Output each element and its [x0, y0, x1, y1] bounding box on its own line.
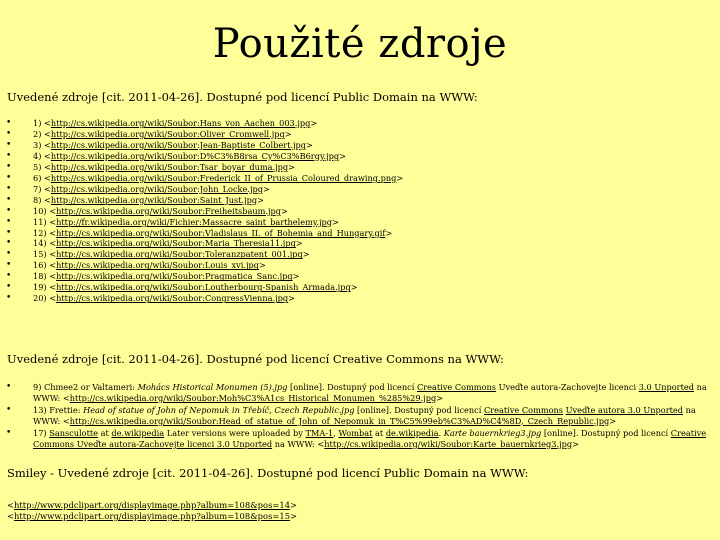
source-text: [online]. Dostupný pod licencí [541, 428, 671, 438]
source-link[interactable]: http://cs.wikipedia.org/wiki/Soubor:Oliver_Cromwell.jpg [50, 128, 285, 139]
source-link[interactable]: http://cs.wikipedia.org/wiki/Soubor:Pragmatica_Sanc.jpg [56, 271, 293, 282]
source-number: 14) [33, 238, 47, 249]
source-number: 7) [33, 183, 42, 194]
source-text: > [609, 415, 617, 426]
source-prefix: 13) Frettie: [33, 405, 84, 415]
source-number: 15) [33, 249, 47, 260]
public-domain-source-list [6, 118, 403, 304]
source-number: 20) [33, 293, 47, 304]
source-link[interactable]: http://cs.wikipedia.org/wiki/Soubor:Maria_Theresia11.jpg [56, 238, 296, 249]
source-link[interactable]: http://cs.wikipedia.org/wiki/Soubor:Head_of_statue_of_John_of_Nepomuk_in_T%C5%99eb%C3%AD%C4%8D,_Czech_Republic.jpg [69, 415, 610, 426]
list-item: • 18) <http://cs.wikipedia.org/wiki/Soubor:Pragmatica_Sanc.jpg> [6, 271, 403, 282]
source-prefix: 9) Chmee2 or Valtameri: [33, 382, 138, 392]
source-number: 12) [33, 227, 47, 238]
source-number: 16) [33, 260, 47, 271]
list-item: • 15) <http://cs.wikipedia.org/wiki/Soubor:Toleranzpatent_001.jpg> [6, 249, 403, 260]
list-item: • 14) <http://cs.wikipedia.org/wiki/Soubor:Maria_Theresia11.jpg> [6, 238, 403, 249]
source-text: at [372, 428, 386, 438]
source-link[interactable]: http://cs.wikipedia.org/wiki/Soubor:Freiheitsbaum.jpg [56, 205, 282, 216]
source-text: na WWW: < [33, 382, 707, 403]
source-number: 2) [33, 128, 42, 139]
source-number: 3) [33, 139, 42, 150]
public-domain-heading: Uvedené zdroje [cit. 2011-04-26]. Dostupné pod licencí Public Domain na WWW: [7, 90, 478, 104]
smiley-link[interactable]: http://www.pdclipart.org/displayimage.php?album=108&pos=15 [14, 511, 291, 521]
source-link[interactable]: http://cs.wikipedia.org/wiki/Soubor:John_Locke.jpg [50, 183, 263, 194]
list-item: • 6) <http://cs.wikipedia.org/wiki/Soubor:Frederick_II_of_Prussia_Coloured_drawing.png> [6, 173, 403, 184]
source-text: na WWW: < [272, 438, 325, 449]
source-link[interactable]: http://cs.wikipedia.org/wiki/Soubor:Saint_Just.jpg [50, 194, 258, 205]
author-link[interactable]: Wombat [338, 428, 373, 438]
source-link[interactable]: http://cs.wikipedia.org/wiki/Soubor:Louis_xvi.jpg [56, 260, 259, 271]
license-link[interactable]: Creative Commons [483, 405, 563, 415]
source-link[interactable]: http://cs.wikipedia.org/wiki/Soubor:Jean-Baptiste_Colbert.jpg [50, 139, 306, 150]
list-item: • 2) <http://cs.wikipedia.org/wiki/Soubor:Oliver_Cromwell.jpg> [6, 129, 403, 140]
author-link[interactable]: TMA-1 [305, 428, 334, 438]
source-text: > [572, 438, 579, 449]
smiley-heading: Smiley - Uvedené zdroje [cit. 2011-04-26]. Dostupné pod licencí Public Domain na WWW: [7, 466, 529, 480]
source-number: 5) [33, 161, 42, 172]
list-item [6, 405, 712, 426]
creative-commons-heading: Uvedené zdroje [cit. 2011-04-26]. Dostupné pod licencí Creative Commons na WWW: [7, 352, 504, 366]
smiley-link-row: <http://www.pdclipart.org/displayimage.php?album=108&pos=14> [7, 500, 298, 510]
work-title: Head of statue of John of Nepomuk in Třebíč, Czech Republic.jpg [83, 405, 355, 415]
license-version-link[interactable]: Uveďte autora 3.0 Unported [565, 405, 683, 415]
source-link[interactable]: http://cs.wikipedia.org/wiki/Soubor:Loutherbourg-Spanish_Armada.jpg [56, 282, 351, 293]
list-item: • 16) <http://cs.wikipedia.org/wiki/Soubor:Louis_xvi.jpg> [6, 260, 403, 271]
source-link[interactable]: http://cs.wikipedia.org/wiki/Soubor:Karte_bauernkrieg3.jpg [324, 438, 573, 449]
list-item: • 5) <http://cs.wikipedia.org/wiki/Soubor:Tsar_boyar_duma.jpg> [6, 162, 403, 173]
source-text: na WWW: < [33, 405, 696, 426]
list-item: • 20) <http://cs.wikipedia.org/wiki/Soubor:CongressVienna.jpg> [6, 293, 403, 304]
list-item: • 12) <http://cs.wikipedia.org/wiki/Soubor:Vladislaus_II._of_Bohemia_and_Hungary.gif> [6, 228, 403, 239]
source-link[interactable]: http://cs.wikipedia.org/wiki/Soubor:Frederick_II_of_Prussia_Coloured_drawing.png [50, 172, 397, 183]
page-title: Použité zdroje [212, 21, 508, 67]
source-link[interactable]: http://cs.wikipedia.org/wiki/Soubor:Toleranzpatent_001.jpg [56, 249, 303, 260]
source-number: 6) [33, 172, 42, 183]
source-link[interactable]: http://cs.wikipedia.org/wiki/Soubor:D%C3%B8rsa_Cy%C3%B6rgy.jpg [50, 150, 340, 161]
source-number: 4) [33, 150, 42, 161]
list-item: • 4) <http://cs.wikipedia.org/wiki/Soubor:D%C3%B8rsa_Cy%C3%B6rgy.jpg> [6, 151, 403, 162]
list-item: • 19) <http://cs.wikipedia.org/wiki/Soubor:Loutherbourg-Spanish_Armada.jpg> [6, 282, 403, 293]
license-link[interactable]: Creative Commons [416, 382, 496, 392]
source-number: 8) [33, 194, 42, 205]
list-item: • 7) <http://cs.wikipedia.org/wiki/Soubor:John_Locke.jpg> [6, 184, 403, 195]
list-item: • 10) <http://cs.wikipedia.org/wiki/Soubor:Freiheitsbaum.jpg> [6, 206, 403, 217]
source-text: , [333, 428, 339, 438]
source-text: Later versions were uploaded by [164, 428, 306, 438]
list-item: • 8) <http://cs.wikipedia.org/wiki/Soubor:Saint_Just.jpg> [6, 195, 403, 206]
creative-commons-source-list [6, 382, 712, 449]
source-text: Uveďte autora-Zachovejte licenci [495, 382, 639, 392]
list-item: • 3) <http://cs.wikipedia.org/wiki/Soubor:Jean-Baptiste_Colbert.jpg> [6, 140, 403, 151]
author-link[interactable]: Sansculotte [49, 428, 99, 438]
source-link[interactable]: http://fr.wikipedia.org/wiki/Fichier:Massacre_saint_barthelemy.jpg [56, 216, 333, 227]
source-prefix: 17) [33, 428, 50, 438]
source-number: 10) [33, 205, 47, 216]
list-item: • 11) <http://fr.wikipedia.org/wiki/Fichier:Massacre_saint_barthelemy.jpg> [6, 217, 403, 228]
site-link[interactable]: de.wikipedia [385, 428, 439, 438]
source-link[interactable]: http://cs.wikipedia.org/wiki/Soubor:Tsar_boyar_duma.jpg [50, 161, 289, 172]
work-title: Karte bauernkrieg3.jpg [443, 428, 542, 438]
site-link[interactable]: de.wikipedia [111, 428, 165, 438]
work-title: Mohács Historical Monumen (5).jpg [137, 382, 288, 392]
source-number: 19) [33, 282, 47, 293]
source-link[interactable]: http://cs.wikipedia.org/wiki/Soubor:CongressVienna.jpg [56, 293, 289, 304]
list-item: • 1) <http://cs.wikipedia.org/wiki/Soubor:Hans_von_Aachen_003.jpg> [6, 118, 403, 129]
source-link[interactable]: http://cs.wikipedia.org/wiki/Soubor:Vladislaus_II._of_Bohemia_and_Hungary.gif [56, 227, 386, 238]
smiley-link[interactable]: http://www.pdclipart.org/displayimage.php?album=108&pos=14 [14, 500, 291, 510]
source-number: 11) [33, 216, 47, 227]
license-version-link[interactable]: 3.0 Unported [638, 382, 694, 392]
source-number: 18) [33, 271, 47, 282]
source-number: 1) [33, 118, 42, 128]
list-item [6, 428, 712, 449]
source-text: at [98, 428, 112, 438]
smiley-link-row: <http://www.pdclipart.org/displayimage.php?album=108&pos=15> [7, 511, 298, 521]
source-link[interactable]: http://cs.wikipedia.org/wiki/Soubor:Hans_von_Aachen_003.jpg [50, 118, 311, 128]
list-item [6, 382, 712, 403]
smiley-source-links [7, 500, 297, 522]
source-link[interactable]: http://cs.wikipedia.org/wiki/Soubor:Moh%C3%A1cs_Historical_Monumen_%285%29.jpg [69, 392, 437, 403]
license-link[interactable]: Creative Commons Uveďte autora-Zachovejte licenci 3.0 Unported [33, 428, 707, 449]
source-text: . [438, 428, 444, 438]
source-text: [online]. Dostupný pod licencí [287, 382, 417, 392]
source-text: > [436, 392, 444, 403]
source-text: [online]. Dostupný pod licencí [354, 405, 484, 415]
